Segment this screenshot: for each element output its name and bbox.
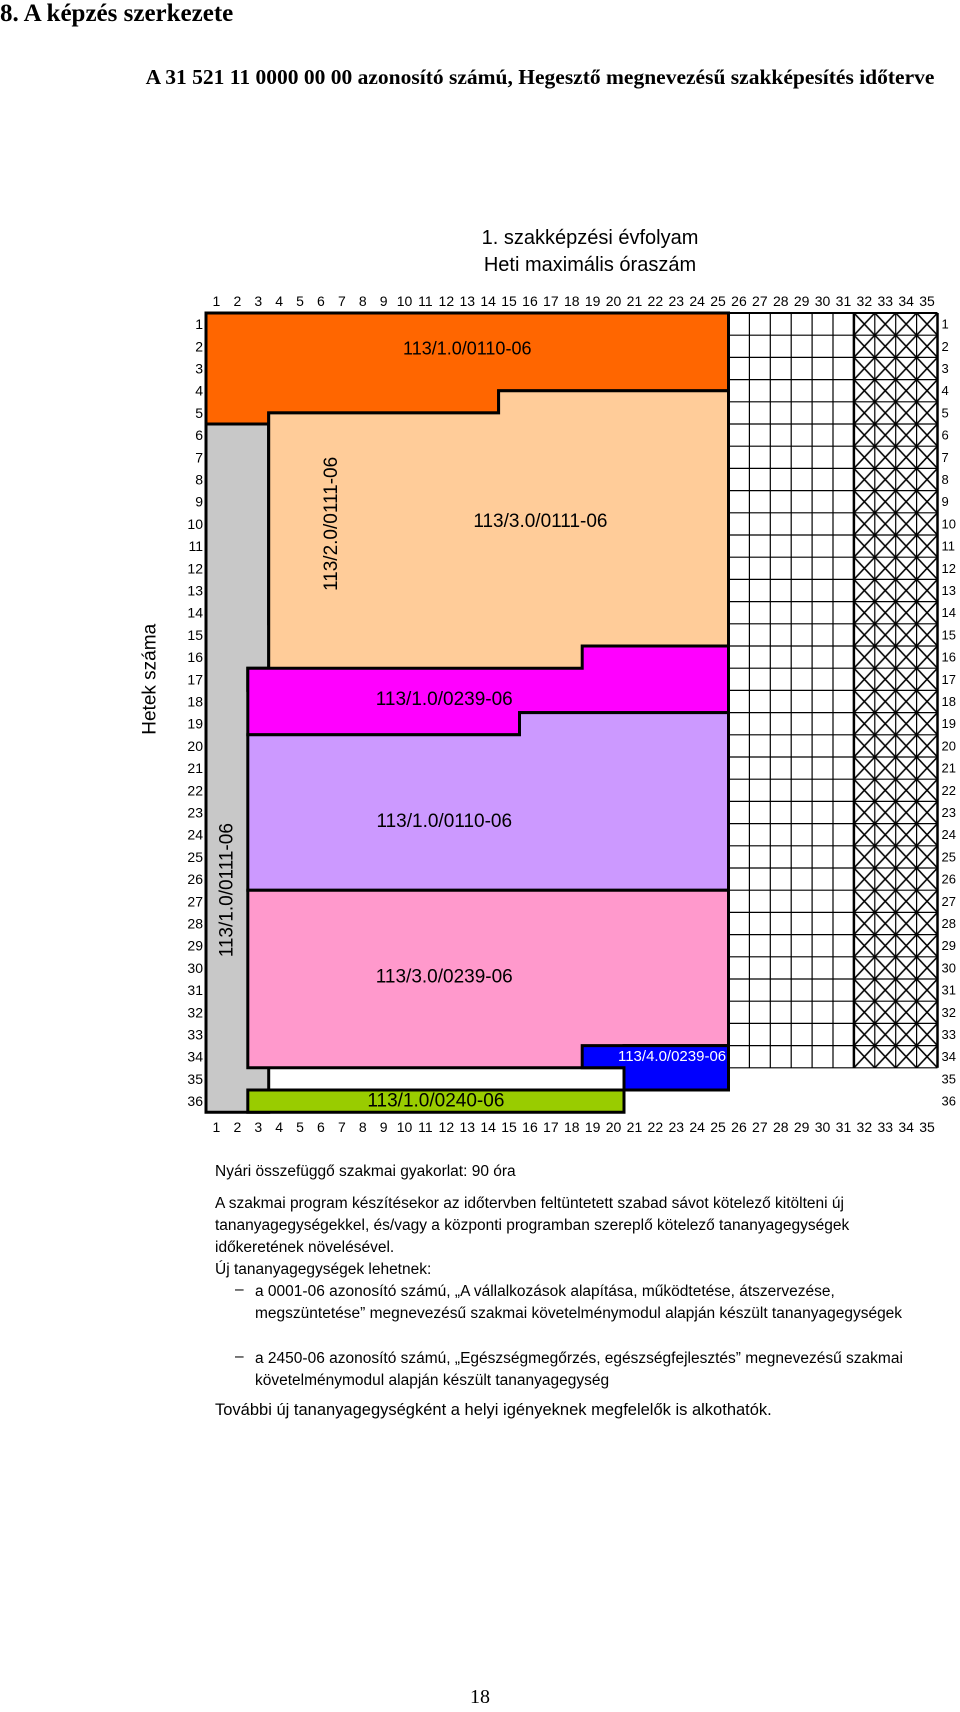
y-tick-label-left: 7 xyxy=(195,449,203,466)
y-tick-label-left: 23 xyxy=(187,804,203,821)
bullet-marker: – xyxy=(235,1348,244,1365)
x-tick-label-top: 4 xyxy=(275,293,284,309)
summer-practice-text: Nyári összefüggő szakmai gyakorlat: 90 óra xyxy=(215,1163,516,1180)
y-tick-label-left: 11 xyxy=(188,538,203,555)
x-tick-label-bottom: 3 xyxy=(254,1119,263,1136)
x-tick-label-top: 19 xyxy=(584,293,601,309)
y-tick-label-right: 23 xyxy=(941,805,956,820)
x-tick-label-bottom: 7 xyxy=(337,1119,346,1136)
y-tick-label-left: 28 xyxy=(187,915,203,932)
y-tick-label-right: 20 xyxy=(941,738,956,754)
x-tick-label-top: 16 xyxy=(522,293,538,309)
y-tick-label-right: 3 xyxy=(941,361,949,376)
y-tick-label-right: 35 xyxy=(941,1071,956,1087)
y-tick-label-left: 2 xyxy=(195,338,203,355)
y-tick-label-left: 25 xyxy=(187,848,203,865)
x-tick-label-top: 32 xyxy=(856,293,873,309)
y-tick-label-left: 26 xyxy=(187,871,203,888)
x-tick-label-bottom: 24 xyxy=(689,1119,705,1136)
x-tick-label-bottom: 14 xyxy=(480,1119,496,1136)
bullet-item-2: a 2450-06 azonosító számú, „Egészségmegőrzés, egészségfejlesztés” megnevezésű szakmai követelménymodul alapján készült tananyagegység xyxy=(255,1350,903,1389)
x-tick-label-bottom: 31 xyxy=(835,1119,852,1136)
y-tick-label-right: 33 xyxy=(941,1027,956,1042)
x-tick-label-bottom: 8 xyxy=(358,1119,367,1136)
y-tick-label-right: 19 xyxy=(941,716,956,732)
x-tick-label-bottom: 25 xyxy=(710,1119,726,1136)
x-tick-label-bottom: 35 xyxy=(919,1119,935,1136)
x-tick-label-bottom: 4 xyxy=(275,1119,284,1136)
x-tick-label-bottom: 13 xyxy=(459,1119,476,1136)
block-label: 113/1.0/0239-06 xyxy=(375,688,513,710)
y-tick-label-right: 14 xyxy=(941,605,956,621)
note-paragraph: A szakmai program készítésekor az időtervben feltüntetett szabad sávot kötelező kitölteni új tananyagegységekkel, és/vagy a központi programban szereplő kötelező tananyagegységek időkeretének növelésével. xyxy=(215,1195,850,1256)
x-tick-label-bottom: 34 xyxy=(898,1119,914,1136)
y-tick-label-left: 13 xyxy=(187,582,203,599)
x-tick-label-top: 21 xyxy=(626,293,643,309)
y-tick-label-left: 1 xyxy=(195,316,203,333)
y-tick-label-left: 29 xyxy=(187,937,203,954)
y-tick-label-right: 29 xyxy=(941,938,956,954)
y-tick-label-right: 8 xyxy=(941,472,949,487)
y-tick-label-left: 32 xyxy=(187,1004,203,1021)
y-tick-label-right: 5 xyxy=(941,405,949,421)
y-tick-label-right: 7 xyxy=(941,449,949,465)
y-tick-label-left: 19 xyxy=(187,715,203,732)
y-tick-label-right: 30 xyxy=(941,960,956,976)
x-tick-label-top: 6 xyxy=(317,293,325,309)
x-tick-label-top: 18 xyxy=(563,293,580,309)
y-tick-label-right: 4 xyxy=(941,383,949,399)
x-tick-label-bottom: 16 xyxy=(522,1119,538,1136)
y-tick-label-right: 22 xyxy=(941,782,956,798)
y-tick-label-right: 26 xyxy=(941,871,956,887)
y-tick-label-left: 31 xyxy=(187,982,203,999)
x-tick-label-bottom: 1 xyxy=(212,1119,221,1136)
x-tick-label-bottom: 17 xyxy=(543,1119,559,1136)
x-tick-label-bottom: 32 xyxy=(856,1119,873,1136)
x-tick-label-bottom: 6 xyxy=(317,1119,325,1136)
y-tick-label-right: 9 xyxy=(941,494,949,510)
y-tick-label-left: 20 xyxy=(187,737,203,754)
x-tick-label-bottom: 15 xyxy=(501,1119,517,1136)
bullet-marker: – xyxy=(235,1281,244,1298)
document-title: A 31 521 11 0000 00 00 azonosító számú, Hegesztő megnevezésű szakképesítés időterve xyxy=(145,65,935,89)
y-tick-label-left: 5 xyxy=(195,404,203,421)
y-tick-label-left: 36 xyxy=(187,1093,203,1110)
closing-text: További új tananyagegységként a helyi igényeknek megfelelők is alkothatók. xyxy=(215,1401,772,1419)
y-tick-label-right: 13 xyxy=(941,583,956,598)
x-tick-label-top: 1 xyxy=(212,293,221,309)
y-tick-label-left: 4 xyxy=(195,382,203,399)
block-label: 113/1.0/0110-06 xyxy=(403,338,532,359)
x-tick-label-top: 7 xyxy=(337,293,346,309)
y-tick-label-right: 34 xyxy=(941,1049,956,1065)
x-tick-label-top: 17 xyxy=(543,293,559,309)
y-tick-label-right: 25 xyxy=(941,849,956,865)
block-label: 113/3.0/0111-06 xyxy=(473,511,608,533)
x-tick-label-top: 12 xyxy=(438,293,455,309)
block-label: 113/2.0/0111-06 xyxy=(320,456,342,591)
x-tick-label-top: 24 xyxy=(689,293,705,309)
x-tick-label-top: 13 xyxy=(459,293,476,309)
y-tick-label-left: 27 xyxy=(187,893,203,910)
y-tick-label-right: 15 xyxy=(941,627,956,643)
x-tick-label-top: 22 xyxy=(647,293,664,309)
x-tick-label-bottom: 10 xyxy=(396,1119,413,1136)
block-label: 113/3.0/0239-06 xyxy=(375,966,513,988)
y-tick-label-left: 17 xyxy=(187,671,203,688)
x-tick-label-bottom: 21 xyxy=(626,1119,643,1136)
y-tick-label-left: 22 xyxy=(187,782,203,799)
y-tick-label-right: 16 xyxy=(941,649,956,665)
y-tick-label-left: 9 xyxy=(195,493,203,510)
x-tick-label-bottom: 30 xyxy=(814,1119,831,1136)
y-tick-label-left: 8 xyxy=(195,471,203,488)
x-tick-label-top: 15 xyxy=(501,293,517,309)
y-tick-label-right: 36 xyxy=(941,1093,956,1109)
bullet-item-1: a 0001-06 azonosító számú, „A vállalkozások alapítása, működtetése, átszervezése, megszüntetése” megnevezésű szakmai követelménymodul alapján készült tananyagegységek xyxy=(255,1283,903,1322)
x-tick-label-bottom: 19 xyxy=(584,1119,601,1136)
x-tick-label-bottom: 33 xyxy=(877,1119,894,1136)
y-tick-label-right: 32 xyxy=(941,1004,956,1020)
y-tick-label-left: 10 xyxy=(187,515,203,532)
x-tick-label-bottom: 29 xyxy=(793,1119,810,1136)
section-heading: 8. A képzés szerkezete xyxy=(0,0,234,27)
y-tick-label-left: 33 xyxy=(187,1026,203,1043)
y-tick-label-right: 17 xyxy=(941,671,956,687)
block-label: 113/4.0/0239-06 xyxy=(617,1048,727,1066)
block-label: 113/1.0/0240-06 xyxy=(367,1090,505,1112)
y-tick-label-left: 30 xyxy=(187,959,203,976)
x-tick-label-top: 27 xyxy=(752,293,768,309)
block-label: 113/1.0/0111-06 xyxy=(216,823,238,958)
x-tick-label-top: 33 xyxy=(877,293,894,309)
y-tick-label-right: 27 xyxy=(941,893,956,909)
y-tick-label-left: 3 xyxy=(195,360,203,377)
block-module-6 xyxy=(248,713,729,891)
x-tick-label-bottom: 20 xyxy=(605,1119,622,1136)
new-units-intro: Új tananyagegységek lehetnek: xyxy=(215,1261,432,1278)
x-tick-label-bottom: 22 xyxy=(647,1119,664,1136)
x-tick-label-bottom: 27 xyxy=(752,1119,768,1136)
x-tick-label-bottom: 28 xyxy=(772,1119,789,1136)
x-tick-label-top: 2 xyxy=(233,293,242,309)
y-tick-label-left: 18 xyxy=(187,693,203,710)
y-tick-label-right: 24 xyxy=(941,827,956,843)
x-tick-label-bottom: 11 xyxy=(418,1119,433,1136)
x-tick-label-bottom: 12 xyxy=(438,1119,455,1136)
y-tick-label-left: 34 xyxy=(187,1048,203,1065)
y-tick-label-left: 14 xyxy=(187,604,203,621)
y-tick-label-right: 11 xyxy=(941,538,955,554)
x-tick-label-bottom: 26 xyxy=(731,1119,747,1136)
x-tick-label-top: 25 xyxy=(710,293,726,309)
block-label: 113/1.0/0110-06 xyxy=(376,810,513,832)
x-tick-label-top: 10 xyxy=(396,293,413,309)
y-tick-label-right: 2 xyxy=(941,338,949,354)
x-tick-label-bottom: 2 xyxy=(233,1119,242,1136)
x-tick-label-top: 14 xyxy=(480,293,496,309)
chart-subtitle: Heti maximális óraszám xyxy=(483,254,697,276)
y-tick-label-left: 6 xyxy=(195,427,203,444)
x-tick-label-top: 3 xyxy=(254,293,263,309)
y-tick-label-right: 1 xyxy=(941,316,949,332)
y-tick-label-right: 12 xyxy=(941,560,956,576)
y-tick-label-right: 10 xyxy=(941,516,956,532)
x-tick-label-top: 23 xyxy=(668,293,685,309)
y-tick-label-left: 16 xyxy=(187,649,203,666)
x-tick-label-bottom: 5 xyxy=(296,1119,304,1136)
x-tick-label-top: 30 xyxy=(814,293,831,309)
y-tick-label-right: 21 xyxy=(941,760,956,776)
y-tick-label-right: 31 xyxy=(941,982,956,998)
y-tick-label-right: 6 xyxy=(941,427,949,443)
x-tick-label-top: 34 xyxy=(898,293,914,309)
x-tick-label-top: 8 xyxy=(358,293,367,309)
y-axis-title: Hetek száma xyxy=(139,623,161,735)
x-tick-label-top: 35 xyxy=(919,293,935,309)
x-tick-label-bottom: 23 xyxy=(668,1119,685,1136)
y-tick-label-left: 35 xyxy=(187,1070,203,1087)
x-tick-label-bottom: 18 xyxy=(563,1119,580,1136)
x-tick-label-top: 5 xyxy=(296,293,304,309)
x-tick-label-top: 28 xyxy=(772,293,789,309)
y-tick-label-left: 12 xyxy=(187,560,203,577)
x-tick-label-top: 29 xyxy=(793,293,810,309)
x-tick-label-top: 26 xyxy=(731,293,747,309)
x-tick-label-top: 31 xyxy=(835,293,852,309)
x-tick-label-bottom: 9 xyxy=(379,1119,388,1136)
y-tick-label-left: 15 xyxy=(187,626,203,643)
page-number: 18 xyxy=(470,1686,490,1708)
y-tick-label-left: 21 xyxy=(187,760,203,777)
x-tick-label-top: 20 xyxy=(605,293,622,309)
chart-title: 1. szakképzési évfolyam xyxy=(481,227,699,249)
y-tick-label-right: 18 xyxy=(941,694,956,709)
x-tick-label-top: 9 xyxy=(379,293,388,309)
y-tick-label-left: 24 xyxy=(187,826,203,843)
x-tick-label-top: 11 xyxy=(418,293,433,309)
y-tick-label-right: 28 xyxy=(941,916,956,931)
